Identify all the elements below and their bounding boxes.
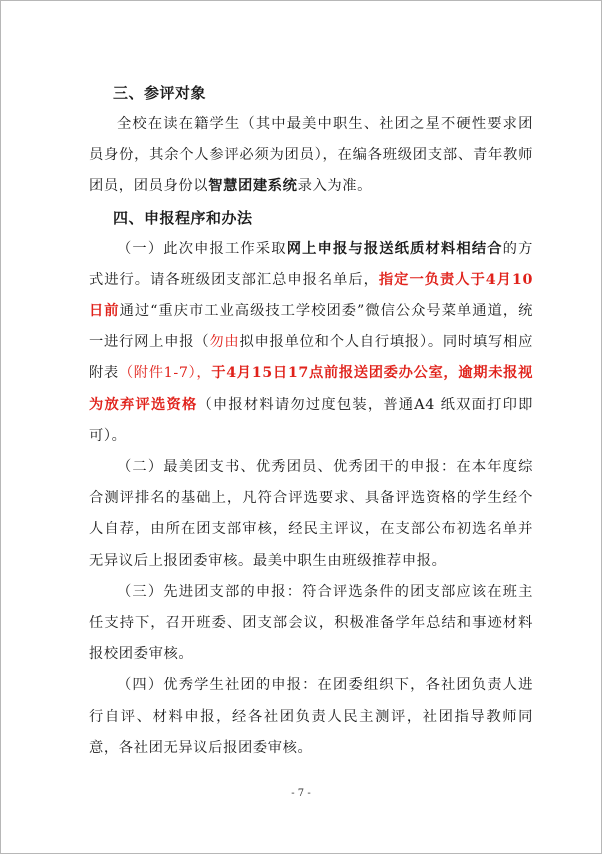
page-number: - 7 - [291, 788, 311, 799]
red-bold-submission-deadline: 于4月15日17点前报送团委办公室，逾期未报视为放弃评选资格 [89, 365, 533, 413]
page-content [89, 78, 533, 764]
text-run: （一）此次申报工作采取 [117, 240, 287, 257]
text-run: 通过“重庆市工业高级技工学校团委”微信公众号菜单通道，统一进行网上申报（ [89, 303, 533, 351]
red-bold-deadline: 指定一负责人于4月10日前 [89, 271, 533, 320]
text-run: 的方式进行。请各班级团支部汇总申报名单后， [89, 240, 533, 288]
section-heading-procedure: 四、申报程序和办法 [113, 208, 253, 227]
paragraph-participants [89, 109, 533, 203]
red-text-do-not: 勿由 [209, 334, 240, 351]
text-run: 录入为准。 [297, 178, 373, 195]
text-run: 全校在读在籍学生（其中最美中职生、社团之星不硬性要求团员身份，其余个人参评必须为团员），在编各班级团支部、青年教师团员，团员身份以 [89, 116, 533, 195]
text-run: （申报材料请勿过度包装，普通A4 纸双面打印即可）。 [89, 396, 534, 444]
paragraph-procedure-3: （三）先进团支部的申报：符合评选条件的团支部应该在班主任支持下，召开班委、团支部会议，积极准备学年总结和事迹材料报校团委审核。 [89, 583, 533, 663]
bold-text-method: 网上申报与报送纸质材料相结合 [286, 240, 503, 257]
text-run: 拟申报单位和个人自行填报）。同时填写相应附表 [89, 334, 533, 382]
paragraph-procedure-4: （四）优秀学生社团的申报：在团委组织下，各社团负责人进行自评、材料申报，经各社团负责人民主测评，社团指导教师同意，各社团无异议后报团委审核。 [89, 677, 533, 756]
bold-text-system: 智慧团建系统 [208, 178, 298, 195]
paragraph-procedure-1 [89, 234, 533, 452]
section-heading-participants: 三、参评对象 [113, 84, 207, 102]
red-text-attachment: （附件1-7）， [118, 365, 212, 382]
paragraph-procedure-2: （二）最美团支书、优秀团员、优秀团干的申报：在本年度综合测评排名的基础上，凡符合评选要求、具备评选资格的学生经个人自荐，由所在团支部审核，经民主评议，在支部公布初选名单并无异议后上报团委审核。最美中职生由班级推荐申报。 [89, 459, 533, 569]
